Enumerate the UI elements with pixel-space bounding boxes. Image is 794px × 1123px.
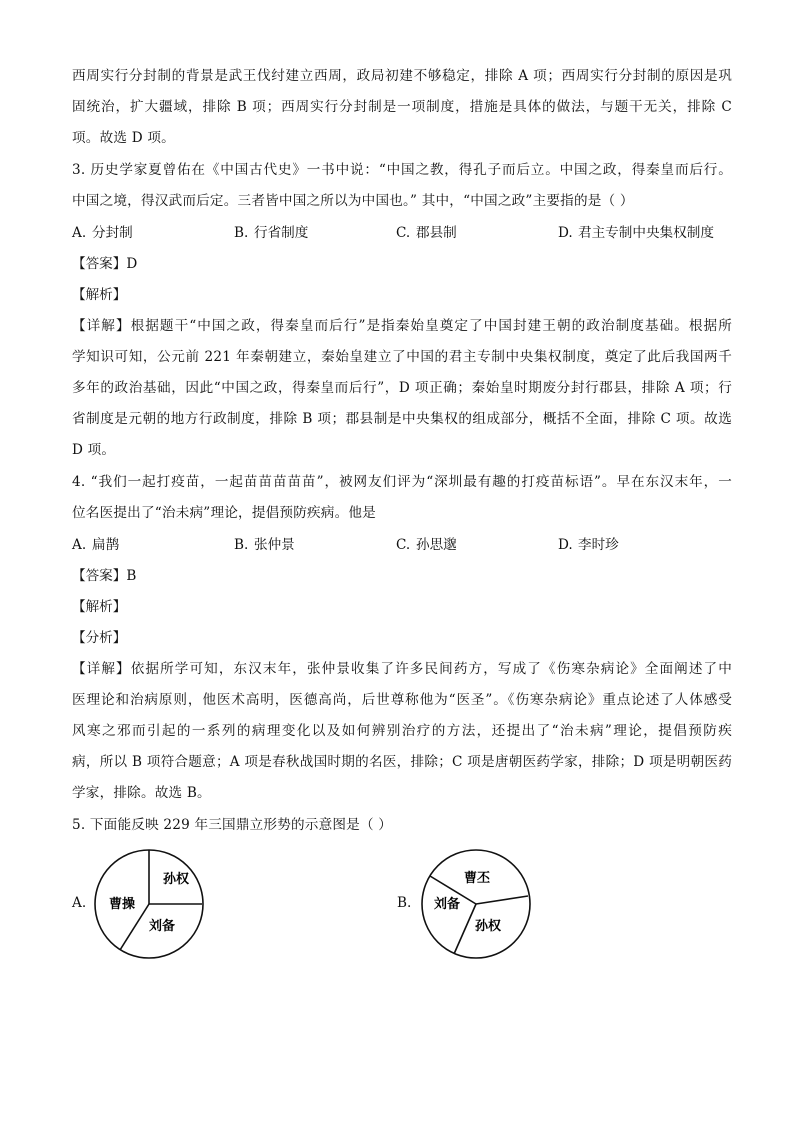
question-4-option-a: A. 扁鹊 <box>72 537 120 553</box>
figure-a-left-label: 曹操 <box>108 897 136 912</box>
analysis-tag: 【解析】 <box>72 287 127 303</box>
question-3-option-a: A. 分封制 <box>72 225 133 241</box>
figure-b-letter: B. <box>397 895 412 911</box>
detail-line: 省制度是元朝的地方行政制度，排除 B 项；郡县制是中央集权的组成部分，概括不全面，排除 C 项。故选 <box>72 411 732 427</box>
question-5-stem: 5. 下面能反映 229 年三国鼎立形势的示意图是（ ） <box>72 817 393 833</box>
detail-line: D 项。 <box>72 442 116 458</box>
paragraph-line: 西周实行分封制的背景是武王伐纣建立西周，政局初建不够稳定，排除 A 项；西周实行分封制的原因是巩 <box>72 68 732 84</box>
question-3-option-c: C. 郡县制 <box>396 225 457 241</box>
question-4-option-d: D. 李时珍 <box>558 537 619 553</box>
detail-line: 病，所以 B 项符合题意；A 项是春秋战国时期的名医，排除；C 项是唐朝医药学家，排除；D 项是明朝医药 <box>72 754 732 770</box>
question-4-stem: 位名医提出了“治未病”理论，提倡预防疾病。他是 <box>72 505 376 521</box>
figure-a-bottom-right-label: 刘备 <box>148 919 176 934</box>
analysis-tag: 【解析】 <box>72 599 127 615</box>
detail-line: 【详解】根据题干“中国之政，得秦皇而后行”是指秦始皇奠定了中国封建王朝的政治制度基础。根据所 <box>72 318 732 334</box>
paragraph-line: 项。故选 D 项。 <box>72 130 175 146</box>
detail-line: 风寒之邪而引起的一系列的病理变化以及如何辨别治疗的方法，还提出了“治未病”理论，提倡预防疾 <box>72 723 732 739</box>
answer-tag: 【答案】D <box>72 256 138 272</box>
answer-tag: 【答案】B <box>72 568 137 584</box>
figure-b-bottom-right-label: 孙权 <box>474 919 502 934</box>
figure-b-left-label: 刘备 <box>433 897 461 912</box>
question-4-stem: 4. “我们一起打疫苗，一起苗苗苗苗苗”，被网友们评为“深圳最有趣的打疫苗标语”。早在东汉末年，一 <box>72 474 732 490</box>
question-4-option-c: C. 孙思邈 <box>396 537 457 553</box>
figure-a-letter: A. <box>72 895 87 911</box>
detail-line: 医理论和治病原则，他医术高明，医德高尚，后世尊称他为“医圣”。《伤寒杂病论》重点论述了人体感受 <box>72 692 732 708</box>
question-3-option-d: D. 君主专制中央集权制度 <box>558 225 714 241</box>
detail-line: 【详解】依据所学可知，东汉末年，张仲景收集了许多民间药方，写成了《伤寒杂病论》全面阐述了中 <box>72 661 732 677</box>
detail-line: 学知识可知，公元前 221 年秦朝建立，秦始皇建立了中国的君主专制中央集权制度，奠定了此后我国两千 <box>72 349 732 365</box>
paragraph-line: 固统治，扩大疆域，排除 B 项；西周实行分封制是一项制度，措施是具体的做法，与题干无关，排除 C <box>72 99 732 115</box>
question-3-stem: 3. 历史学家夏曾佑在《中国古代史》一书中说：“中国之教，得孔子而后立。中国之政，得秦皇而后行。 <box>72 162 732 178</box>
analysis-subtag: 【分析】 <box>72 630 127 646</box>
figure-a-top-right-label: 孙权 <box>162 872 190 887</box>
question-3-stem: 中国之境，得汉武而后定。三者皆中国之所以为中国也。” 其中，“中国之政”主要指的是（ ） <box>72 193 634 209</box>
question-3-option-b: B. 行省制度 <box>234 225 309 241</box>
question-4-option-b: B. 张仲景 <box>234 537 295 553</box>
detail-line: 多年的政治基础，因此“中国之政，得秦皇而后行”，D 项正确；秦始皇时期废分封行郡县，排除 A 项；行 <box>72 380 732 396</box>
figure-a-diagram <box>93 848 205 960</box>
figure-b-top-label: 曹丕 <box>463 871 491 886</box>
detail-line: 学家，排除。故选 B。 <box>72 785 211 801</box>
figure-b-diagram <box>420 848 532 960</box>
